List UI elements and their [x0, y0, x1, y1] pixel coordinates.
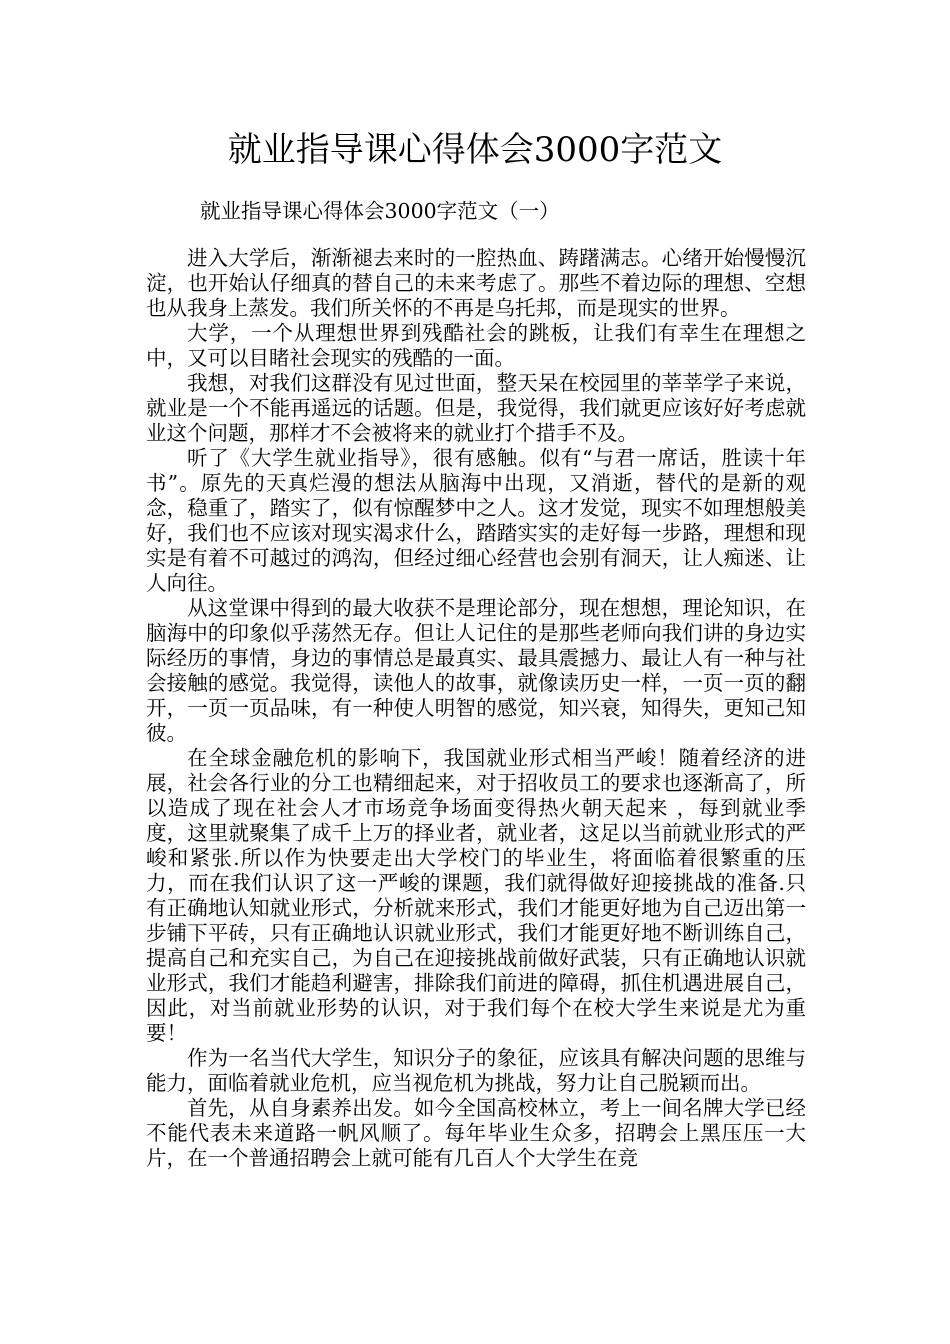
paragraph: 大学，一个从理想世界到残酷社会的跳板，让我们有幸生在理想之中，又可以目睹社会现实的残酷的一面。: [146, 321, 806, 370]
paragraph: 从这堂课中得到的最大收获不是理论部分，现在想想，理论知识，在脑海中的印象似乎荡然无存。但让人记住的是那些老师向我们讲的身边实际经历的事情，身边的事情总是最真实、最具震撼力、最让人有一种与社会接触的感觉。我觉得，读他人的故事，就像读历史一样，一页一页的翻开，一页一页品味，有一种使人明智的感觉，知兴衰，知得失，更知己知彼。: [146, 596, 806, 745]
paragraph: 首先，从自身素养出发。如今全国高校林立，考上一间名牌大学已经不能代表未来道路一帆风顺了。每年毕业生众多，招聘会上黑压压一大片，在一个普通招聘会上就可能有几百人个大学生在竞: [146, 1096, 806, 1170]
document-title: 就业指导课心得体会3000字范文: [227, 130, 723, 170]
document-subtitle: 就业指导课心得体会3000字范文（一）: [200, 199, 560, 223]
paragraph: 作为一名当代大学生，知识分子的象征，应该具有解决问题的思维与能力，面临着就业危机，应当视危机为挑战，努力让自己脱颖而出。: [146, 1046, 806, 1095]
paragraph: 在全球金融危机的影响下，我国就业形式相当严峻！随着经济的进展，社会各行业的分工也精细起来，对于招收员工的要求也逐渐高了，所以造成了现在社会人才市场竞争场面变得热火朝天起来 ，每到就业季度，这里就聚集了成千上万的择业者，就业者，这足以当前就业形式的严峻和紧张.所以作为快要走出大学校门的毕业生，将面临着很繁重的压力，而在我们认识了这一严峻的课题，我们就得做好迎接挑战的准备.只有正确地认知就业形式，分析就来形式，我们才能更好地为自己迈出第一步铺下平砖，只有正确地认识就业形式，我们才能更好地不断训练自己，提高自己和充实自己，为自己在迎接挑战前做好武装，只有正确地认识就业形式，我们才能趋利避害，排除我们前进的障碍，抓住机遇进展自己，因此，对当前就业形势的认识，对于我们每个在校大学生来说是尤为重要！: [146, 746, 806, 1045]
paragraph: 听了《大学生就业指导》，很有感触。似有“与君一席话，胜读十年书”。原先的天真烂漫的想法从脑海中出现，又消逝，替代的是新的观念，稳重了，踏实了，似有惊醒梦中之人。这才发觉，现实不如理想般美好，我们也不应该对现实渴求什么，踏踏实实的走好每一步路，理想和现实是有着不可越过的鸿沟，但经过细心经营也会别有洞天，让人痴迷、让人向往。: [146, 446, 806, 595]
paragraph: 我想，对我们这群没有见过世面，整天呆在校园里的莘莘学子来说，就业是一个不能再遥远的话题。但是，我觉得，我们就更应该好好考虑就业这个问题，那样才不会被将来的就业打个措手不及。: [146, 371, 806, 445]
document-body: [146, 246, 806, 1171]
paragraph: 进入大学后，渐渐褪去来时的一腔热血、踌躇满志。心绪开始慢慢沉淀，也开始认仔细真的替自己的未来考虑了。那些不着边际的理想、空想也从我身上蒸发。我们所关怀的不再是乌托邦，而是现实的世界。: [146, 246, 806, 320]
